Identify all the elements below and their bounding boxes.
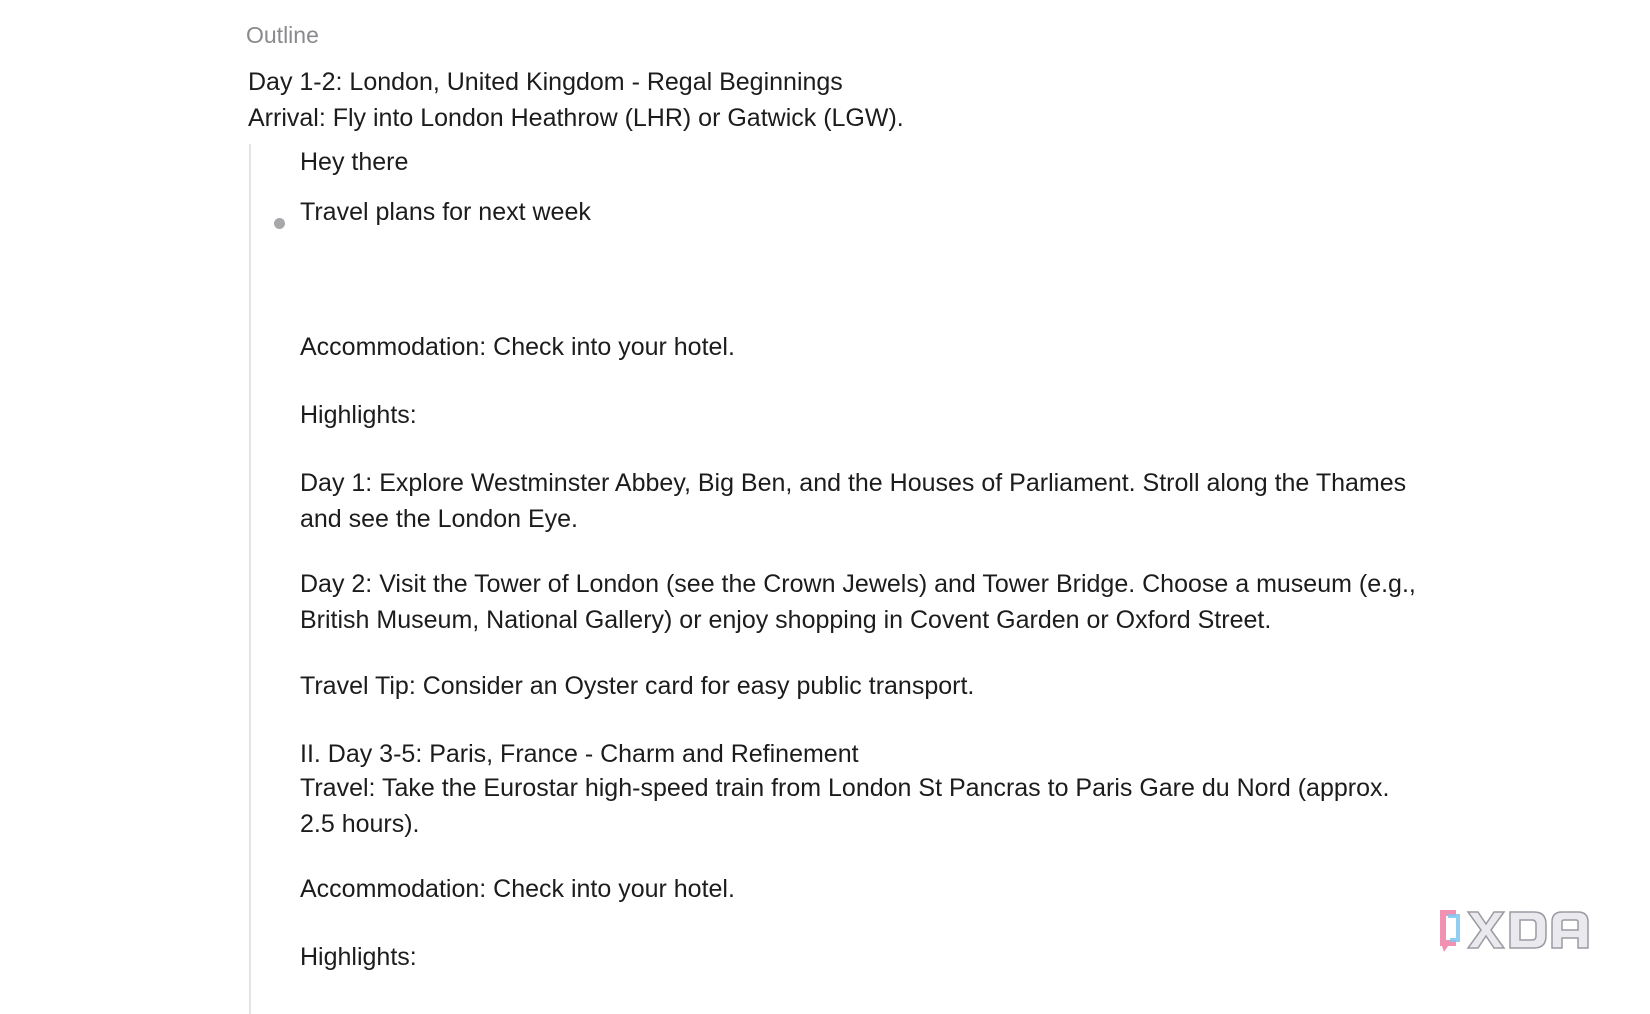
paragraph-hey-there[interactable]: Hey there xyxy=(300,148,409,176)
heading-block[interactable] xyxy=(248,64,904,136)
section-2-title[interactable]: II. Day 3-5: Paris, France - Charm and Refinement xyxy=(300,740,859,768)
outline-label: Outline xyxy=(246,22,319,48)
list-item-travel-plans[interactable]: Travel plans for next week xyxy=(300,198,591,226)
paragraph-section-2-travel[interactable]: Travel: Take the Eurostar high-speed train from London St Pancras to Paris Gare du Nord (approx. 2.5 hours). xyxy=(300,774,1390,838)
paragraph-highlights-2[interactable]: Highlights: xyxy=(300,943,417,971)
heading-line-day1-2[interactable]: Day 1-2: London, United Kingdom - Regal Beginnings xyxy=(248,68,843,96)
bullet-icon xyxy=(274,218,285,229)
paragraph-day2[interactable]: Day 2: Visit the Tower of London (see the Crown Jewels) and Tower Bridge. Choose a museum (e.g., British Museum, National Gallery) or enjoy shopping in Covent Garden or Oxford Street. xyxy=(300,570,1416,634)
xda-logo-icon xyxy=(1434,904,1594,952)
heading-line-arrival[interactable]: Arrival: Fly into London Heathrow (LHR) or Gatwick (LGW). xyxy=(248,104,904,132)
paragraph-accommodation[interactable]: Accommodation: Check into your hotel. xyxy=(300,333,735,361)
paragraph-day1[interactable]: Day 1: Explore Westminster Abbey, Big Ben, and the Houses of Parliament. Stroll along the Thames and see the London Eye. xyxy=(300,469,1407,533)
indent-guide xyxy=(249,144,251,1014)
paragraph-travel-tip[interactable]: Travel Tip: Consider an Oyster card for easy public transport. xyxy=(300,672,975,700)
paragraph-highlights[interactable]: Highlights: xyxy=(300,401,417,429)
paragraph-accommodation-2[interactable]: Accommodation: Check into your hotel. xyxy=(300,875,735,903)
